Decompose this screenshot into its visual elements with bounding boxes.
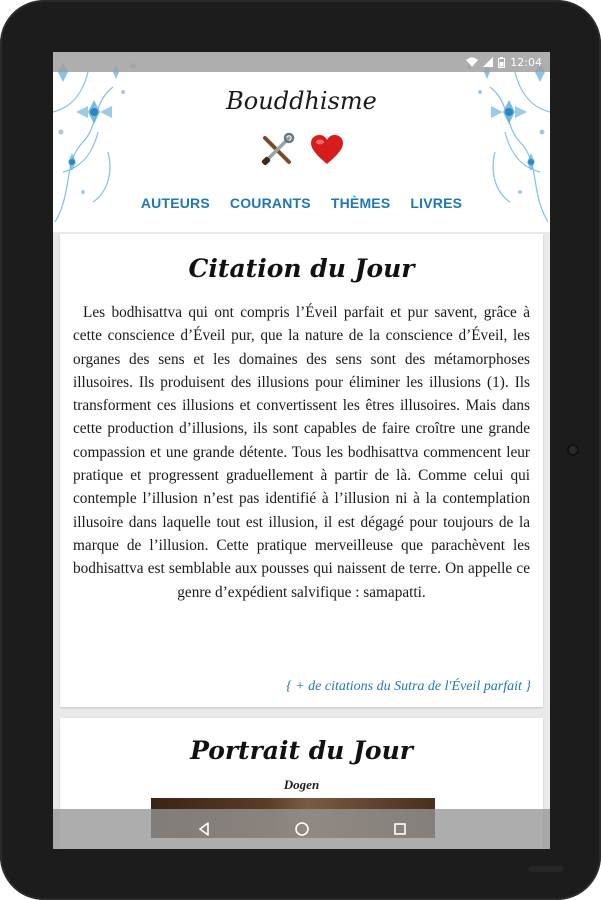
quote-card-title: Citation du Jour <box>188 254 415 283</box>
nav-courants[interactable]: COURANTS <box>229 195 311 211</box>
more-quotes-link[interactable]: { + de citations du Sutra de l'Éveil parfait } <box>286 679 531 694</box>
nav-themes[interactable]: THÈMES <box>330 195 391 211</box>
status-bar <box>53 52 550 72</box>
screen <box>53 52 550 849</box>
heart-icon[interactable] <box>309 132 345 168</box>
status-time: 12:04 <box>510 55 542 69</box>
home-icon[interactable] <box>292 819 312 839</box>
portrait-card-title: Portrait du Jour <box>190 736 413 765</box>
app-title: Bouddhisme <box>226 87 377 115</box>
app-header <box>53 52 550 232</box>
battery-icon <box>498 57 505 68</box>
main-nav <box>53 195 550 211</box>
portrait-name: Dogen <box>283 777 320 792</box>
header-icons <box>53 132 550 168</box>
quote-card <box>60 234 543 707</box>
tools-icon[interactable] <box>259 132 295 168</box>
system-nav-bar <box>53 809 550 849</box>
quote-text: Les bodhisattva qui ont compris l’Éveil parfait et pur savent, grâce à cette conscience d’Éveil pur, que la nature de la conscience d’Éveil, les organes des sens et les domaines des sens sont des métamorphoses illusoires. Ils produisent des illusions pour éliminer les illusions (1). Ils transforment ces illusions et convertissent les êtres illusoires. Mais dans cette production d’illusions, ils sont capables de faire croître une grande compassion et une grande détente. Tous les bodhisattva commencent leur pratique et progressent graduellement à partir de là. Comme celui qui contemple l’illusion n’est pas identifié à l’illusion ni à la contemplation illusoire dans laquelle tout est illusion, il est dégagé pour toujours de la marque de l’illusion. Cette pratique merveilleuse que parachèvent les bodhisattva est semblable aux pousses qui naissent de terre. On appelle ce genre d’expédient salvifique : samapatti. <box>73 304 530 601</box>
wifi-icon <box>466 57 478 67</box>
speaker-grille <box>528 866 564 872</box>
recents-icon[interactable] <box>390 819 410 839</box>
back-icon[interactable] <box>194 819 214 839</box>
nav-auteurs[interactable]: AUTEURS <box>140 195 210 211</box>
camera-icon <box>567 444 579 456</box>
signal-icon <box>483 57 493 67</box>
nav-livres[interactable]: LIVRES <box>410 195 463 211</box>
